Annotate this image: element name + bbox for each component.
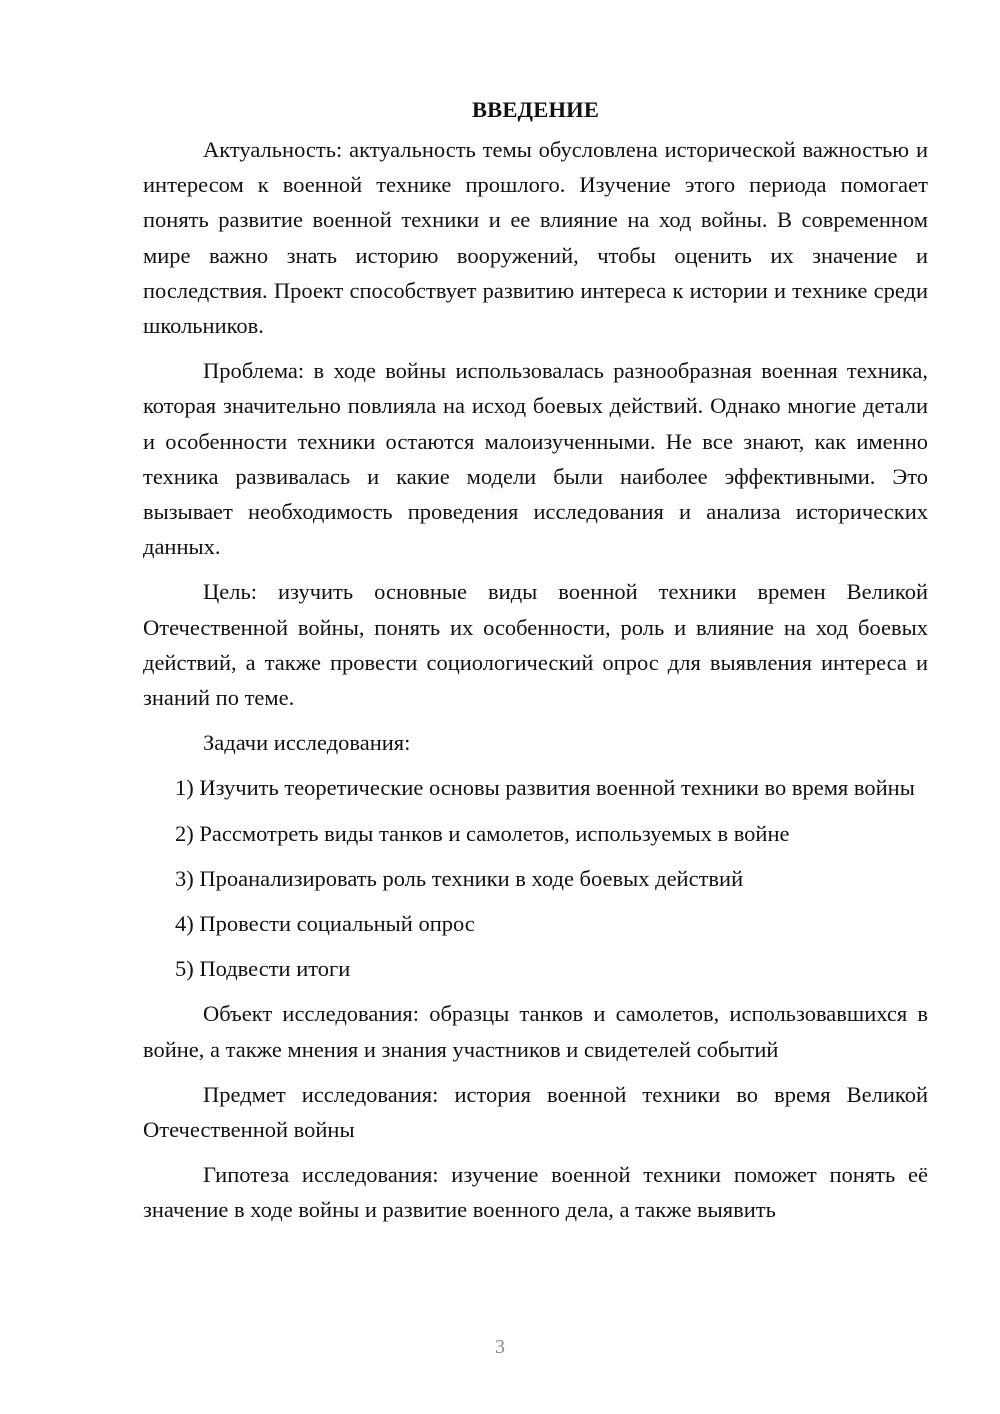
task-item: 5) Подвести итоги bbox=[175, 956, 351, 982]
task-item: 3) Проанализировать роль техники в ходе боевых действий bbox=[175, 865, 744, 891]
subject-paragraph: Предмет исследования: история военной техники во время Великой Отечественной войны bbox=[143, 1081, 928, 1143]
task-item: 1) Изучить теоретические основы развития военной техники во время войны bbox=[175, 775, 915, 801]
hypothesis-paragraph: Гипотеза исследования: изучение военной техники поможет понять её значение в ходе войны и развитие военного дела, а также выявить bbox=[143, 1162, 928, 1223]
relevance-paragraph: Актуальность: актуальность темы обусловлена исторической важностью и интересом к военной технике прошлого. Изучение этого периода помогает понять развитие военной техники и ее влияние на ход войны. В современном мире важно знать историю вооружений, чтобы оценить их значение и последствия. Проект способствует развитию интереса к истории и технике среди школьников. bbox=[143, 137, 928, 339]
tasks-heading: Задачи исследования: bbox=[203, 730, 411, 756]
task-item: 2) Рассмотреть виды танков и самолетов, используемых в войне bbox=[175, 820, 790, 846]
object-paragraph: Объект исследования: образцы танков и самолетов, использовавшихся в войне, а также мнения и знания участников и свидетелей событий bbox=[143, 1001, 928, 1062]
page-number: 3 bbox=[495, 1336, 505, 1358]
goal-paragraph: Цель: изучить основные виды военной техники времен Великой Отечественной войны, понять их особенности, роль и влияние на ход боевых действий, а также провести социологический опрос для выявления интереса и знаний по теме. bbox=[143, 579, 928, 711]
task-item: 4) Провести социальный опрос bbox=[175, 911, 475, 937]
tasks-list bbox=[143, 770, 928, 986]
section-title: ВВЕДЕНИЕ bbox=[471, 97, 600, 122]
page-content bbox=[143, 92, 928, 1238]
problem-paragraph: Проблема: в ходе войны использовалась разнообразная военная техника, которая значительно повлияла на исход боевых действий. Однако многие детали и особенности техники остаются малоизученными. Не все знают, как именно техника развивалась и какие модели были наиболее эффективными. Это вызывает необходимость проведения исследования и анализа исторических данных. bbox=[143, 358, 928, 560]
